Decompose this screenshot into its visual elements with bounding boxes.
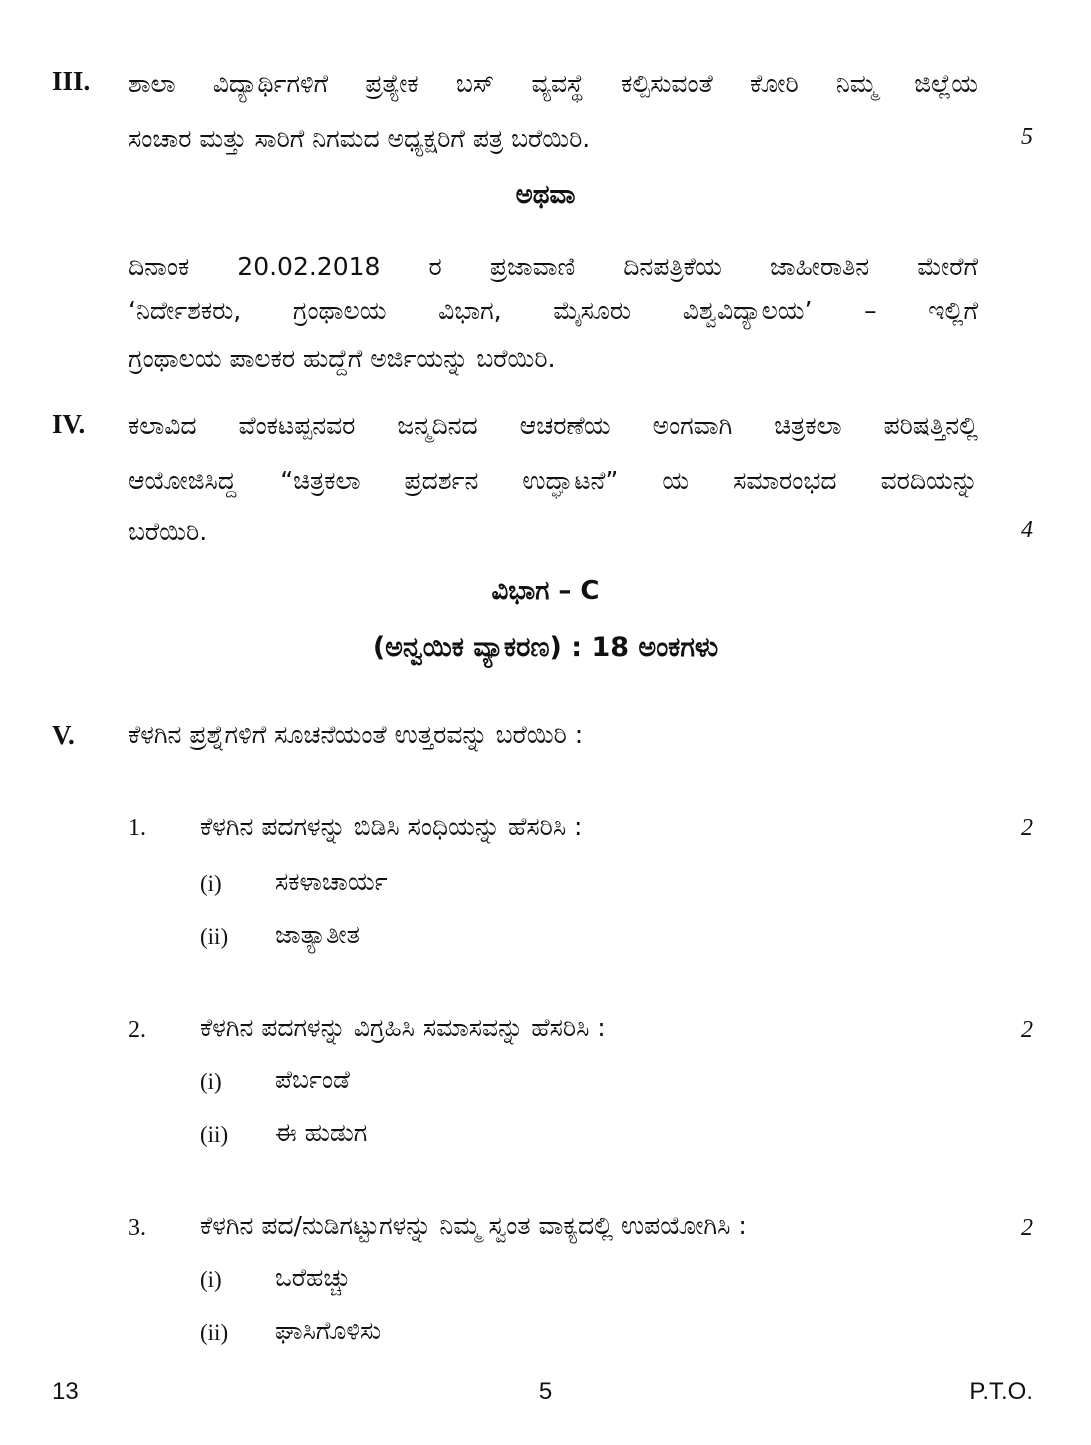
subquestion-marks-3: 2 (1021, 1215, 1033, 1241)
subquestion-2-item-i: ಪೆರ್ಬಂಡೆ (275, 1065, 350, 1094)
subquestion-1-item-i: ಸಕಳಾಚಾರ್ಯ (275, 867, 388, 896)
subquestion-marks-2: 2 (1021, 1017, 1033, 1043)
subquestion-text-2: ಕೆಳಗಿನ ಪದಗಳನ್ನು ವಿಗ್ರಹಿಸಿ ಸಮಾಸವನ್ನು ಹೆಸರಿಸಿ : (200, 1013, 606, 1042)
question-number-v: V. (52, 720, 75, 750)
question-iii-alt-line-3: ಗ್ರಂಥಾಲಯ ಪಾಲಕರ ಹುದ್ದೆಗೆ ಅರ್ಜಿಯನ್ನು ಬರೆಯಿರಿ. (128, 344, 556, 373)
subquestion-number-3: 3. (128, 1215, 146, 1241)
question-iii-line-2: ಸಂಚಾರ ಮತ್ತು ಸಾರಿಗೆ ನಿಗಮದ ಅಧ್ಯಕ್ಷರಿಗೆ ಪತ್ರ ಬರೆಯಿರಿ. (128, 124, 591, 153)
section-title: ವಿಭಾಗ – C (491, 576, 600, 606)
subquestion-number-1: 1. (128, 815, 146, 841)
subquestion-text-1: ಕೆಳಗಿನ ಪದಗಳನ್ನು ಬಿಡಿಸಿ ಸಂಧಿಯನ್ನು ಹೆಸರಿಸಿ : (200, 812, 583, 841)
question-iv-line-3: ಬರೆಯಿರಿ. (128, 517, 208, 546)
subquestion-text-3: ಕೆಳಗಿನ ಪದ/ನುಡಿಗಟ್ಟುಗಳನ್ನು ನಿಮ್ಮ ಸ್ವಂತ ವಾಕ್ಯದಲ್ಲಿ ಉಪಯೋಗಿಸಿ : (200, 1211, 747, 1240)
question-number-iii: III. (52, 66, 91, 96)
subquestion-2-item-label-ii: (ii) (200, 1122, 229, 1147)
subquestion-2-item-ii: ಈ ಹುಡುಗ (275, 1118, 368, 1147)
question-iii-alt-line-2: ‘ನಿರ್ದೇಶಕರು, ಗ್ರಂಥಾಲಯ ವಿಭಾಗ, ಮೈಸೂರು ವಿಶ್ವವಿದ್ಯಾಲಯ’ – ಇಲ್ಲಿಗೆ (128, 296, 978, 325)
question-iv-marks: 4 (1021, 517, 1033, 543)
question-iv-line-1: ಕಲಾವಿದ ವೆಂಕಟಪ್ಪನವರ ಜನ್ಮದಿನದ ಆಚರಣೆಯ ಅಂಗವಾಗಿ ಚಿತ್ರಕಲಾ ಪರಿಷತ್ತಿನಲ್ಲಿ (128, 411, 978, 440)
question-iii-line-1: ಶಾಲಾ ವಿದ್ಯಾರ್ಥಿಗಳಿಗೆ ಪ್ರತ್ಯೇಕ ಬಸ್ ವ್ಯವಸ್ಥೆ ಕಲ್ಪಿಸುವಂತೆ ಕೋರಿ ನಿಮ್ಮ ಜಿಲ್ಲೆಯ (128, 69, 978, 98)
subquestion-3-item-i: ಒರೆಹಚ್ಚು (275, 1263, 351, 1292)
page-number: 5 (538, 1378, 553, 1405)
subquestion-1-item-ii: ಜಾತ್ಯಾತೀತ (275, 920, 360, 949)
please-turn-over: P.T.O. (969, 1378, 1033, 1405)
subquestion-3-item-label-i: (i) (200, 1267, 222, 1292)
question-iii-alt-line-1: ದಿನಾಂಕ 20.02.2018 ರ ಪ್ರಜಾವಾಣಿ ದಿನಪತ್ರಿಕೆಯ ಜಾಹೀರಾತಿನ ಮೇರೆಗೆ (128, 252, 978, 281)
or-label: ಅಥವಾ (515, 180, 576, 210)
footer-code: 13 (52, 1378, 79, 1405)
question-iii-marks: 5 (1021, 124, 1033, 150)
subquestion-number-2: 2. (128, 1017, 146, 1043)
subquestion-3-item-ii: ಘಾಸಿಗೊಳಿಸು (275, 1316, 382, 1345)
section-subtitle: (ಅನ್ವಯಿಕ ವ್ಯಾಕರಣ) : 18 ಅಂಕಗಳು (372, 632, 719, 663)
subquestion-3-item-label-ii: (ii) (200, 1320, 229, 1345)
subquestion-2-item-label-i: (i) (200, 1069, 222, 1094)
subquestion-marks-1: 2 (1021, 815, 1033, 841)
subquestion-1-item-label-i: (i) (200, 871, 222, 896)
question-v-instruction: ಕೆಳಗಿನ ಪ್ರಶ್ನೆಗಳಿಗೆ ಸೂಚನೆಯಂತೆ ಉತ್ತರವನ್ನು ಬರೆಯಿರಿ : (128, 720, 584, 749)
question-iv-line-2: ಆಯೋಜಿಸಿದ್ದ “ಚಿತ್ರಕಲಾ ಪ್ರದರ್ಶನ ಉದ್ಘಾಟನೆ” ಯ ಸಮಾರಂಭದ ವರದಿಯನ್ನು (128, 466, 978, 495)
subquestion-1-item-label-ii: (ii) (200, 924, 229, 949)
question-number-iv: IV. (52, 409, 86, 439)
